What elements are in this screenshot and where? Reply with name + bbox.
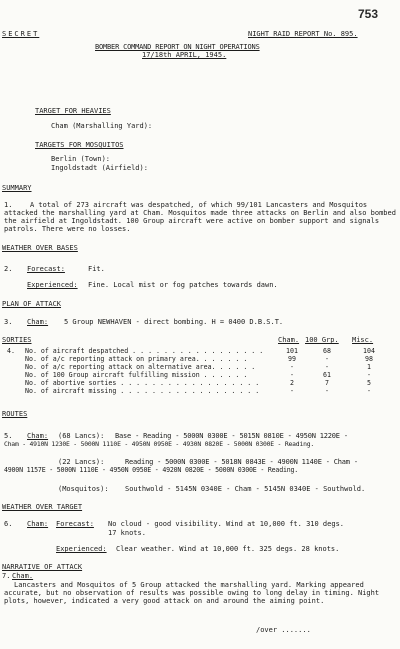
row-label: No. of aircraft despatched . . . . . . . . . . . . . . . . . (25, 347, 264, 356)
cell-100grp: - (325, 355, 329, 364)
page-number-stamp: 753 (358, 7, 379, 21)
sorties-table (5, 348, 391, 396)
cell-100grp: 61 (323, 371, 331, 380)
cell-misc: 104 (363, 347, 375, 356)
experienced-text: Fine. Local mist or fog patches towards dawn. (88, 281, 278, 289)
weather-bases-heading: WEATHER OVER BASES (2, 244, 78, 252)
cell-cham: - (290, 371, 294, 380)
row-number (5, 372, 23, 380)
narrative-subheading: Cham. (12, 572, 34, 580)
report-title: BOMBER COMMAND REPORT ON NIGHT OPERATIONS (95, 43, 260, 51)
narrative-heading: NARRATIVE OF ATTACK (2, 563, 83, 571)
cell-misc: - (367, 371, 371, 380)
routes-cham-lancs: (68 Lancs): (58, 432, 105, 440)
weather-target-experienced-label: Experienced: (56, 545, 107, 553)
cell-100grp: 68 (323, 347, 331, 356)
weather-target-forecast-text: No cloud - good visibility. Wind at 10,000 ft. 310 degs. (108, 520, 345, 528)
routes-cham-line1: Base - Reading - 5000N 0300E - 5015N 0810E - 4950N 1220E - (115, 432, 348, 440)
targets-heavies-heading: TARGET FOR HEAVIES (35, 107, 111, 115)
plan-number: 3. (4, 318, 13, 326)
summary-heading: SUMMARY (2, 184, 32, 192)
plan-target: Cham: (27, 318, 49, 326)
row-number (5, 364, 23, 372)
row-number (5, 356, 23, 364)
weather-bases-number: 2. (4, 265, 13, 273)
row-label: No. of abortive sorties . . . . . . . . . . . . . . . . . . (25, 379, 260, 388)
row-label: No. of a/c reporting attack on primary area. . . . . . . (25, 355, 248, 364)
row-label: No. of aircraft missing . . . . . . . . . . . . . . . . . . (25, 387, 260, 396)
cell-100grp: - (325, 387, 329, 396)
routes-22-lancs-label: (22 Lancs): (58, 458, 105, 466)
weather-target-forecast-label: Forecast: (56, 520, 94, 528)
routes-cham-label: Cham: (27, 432, 49, 440)
routes-mosquitos-text: Southwold - 5145N 0340E - Cham - 5145N 0340E - Southwold. (125, 485, 366, 493)
plan-heading: PLAN OF ATTACK (2, 300, 62, 308)
cell-cham: 101 (286, 347, 298, 356)
report-reference: NIGHT RAID REPORT No. 895. (248, 30, 358, 38)
weather-target-forecast-text2: 17 knots. (108, 529, 146, 537)
summary-number: 1. (4, 201, 13, 209)
cell-misc: - (367, 387, 371, 396)
cell-cham: - (290, 387, 294, 396)
target-ingoldstadt: Ingoldstadt (Airfield): (51, 164, 148, 172)
routes-number: 5. (4, 432, 13, 440)
routes-22-lancs-line1: Reading - 5000N 0300E - 5018N 0843E - 4900N 1140E - Cham - (125, 458, 358, 466)
routes-heading: ROUTES (2, 410, 28, 418)
cell-misc: 5 (367, 379, 371, 388)
sorties-heading: SORTIES (2, 336, 32, 344)
col-header-cham: Cham. (278, 336, 300, 344)
weather-target-experienced-text: Clear weather. Wind at 10,000 ft. 325 degs. 28 knots. (116, 545, 340, 553)
routes-cham-line2: Cham - 4910N 1230E - 5000N 1110E - 4950N 0950E - 4930N 0820E - 5000N 0300E - Reading. (4, 440, 315, 448)
cell-100grp: 7 (325, 379, 329, 388)
cell-cham: - (290, 363, 294, 372)
weather-target-number: 6. (4, 520, 13, 528)
experienced-label: Experienced: (27, 281, 78, 289)
row-label: No. of a/c reporting attack on alternative area. . . . . . (25, 363, 256, 372)
weather-target-heading: WEATHER OVER TARGET (2, 503, 83, 511)
row-label: No. of 100 Group aircraft fulfilling mission . . . . . . (25, 371, 248, 380)
cell-cham: 99 (288, 355, 296, 364)
row-number (5, 380, 23, 388)
row-number (5, 388, 23, 396)
weather-target-cham: Cham: (27, 520, 49, 528)
col-header-100grp: 100 Grp. (305, 336, 339, 344)
forecast-text: Fit. (88, 265, 105, 273)
table-row (5, 388, 391, 396)
classification-label: SECRET (2, 30, 40, 38)
report-date: 17/18th APRIL, 1945. (142, 51, 227, 59)
summary-text: A total of 273 aircraft was despatched, of which 99/101 Lancasters and Mosquitos attacked the marshalling yard at Cham. Mosquitos made three attacks on Berlin and also bombed the airfield at Ingoldstadt. 100 Group aircraft were active on bomber support and signals patrols. There were no losses. (4, 201, 396, 234)
routes-mosquitos-label: (Mosquitos): (58, 485, 109, 493)
forecast-label: Forecast: (27, 265, 65, 273)
targets-mosquitos-heading: TARGETS FOR MOSQUITOS (35, 141, 124, 149)
cell-misc: 1 (367, 363, 371, 372)
narrative-text: Lancasters and Mosquitos of 5 Group attacked the marshalling yard. Marking appeared accurate, but no observation of results was possible owing to long delay in timing. Night plots, however, indicated a very good attack on and around the aiming point. (4, 581, 380, 606)
cell-cham: 2 (290, 379, 294, 388)
routes-22-lancs-line2: 4900N 1157E - 5000N 1110E - 4950N 0950E - 4920N 0820E - 5000N 0300E - Reading. (4, 466, 299, 474)
plan-text: 5 Group NEWHAVEN - direct bombing. H = 0400 D.B.S.T. (64, 318, 284, 326)
target-berlin: Berlin (Town): (51, 155, 111, 163)
target-cham: Cham (Marshalling Yard): (51, 122, 153, 130)
narrative-number: 7. (2, 572, 11, 580)
over-continuation: /over ....... (256, 626, 311, 634)
cell-misc: 98 (365, 355, 373, 364)
row-number: 4. (7, 347, 15, 356)
col-header-misc: Misc. (352, 336, 374, 344)
cell-100grp: - (325, 363, 329, 372)
